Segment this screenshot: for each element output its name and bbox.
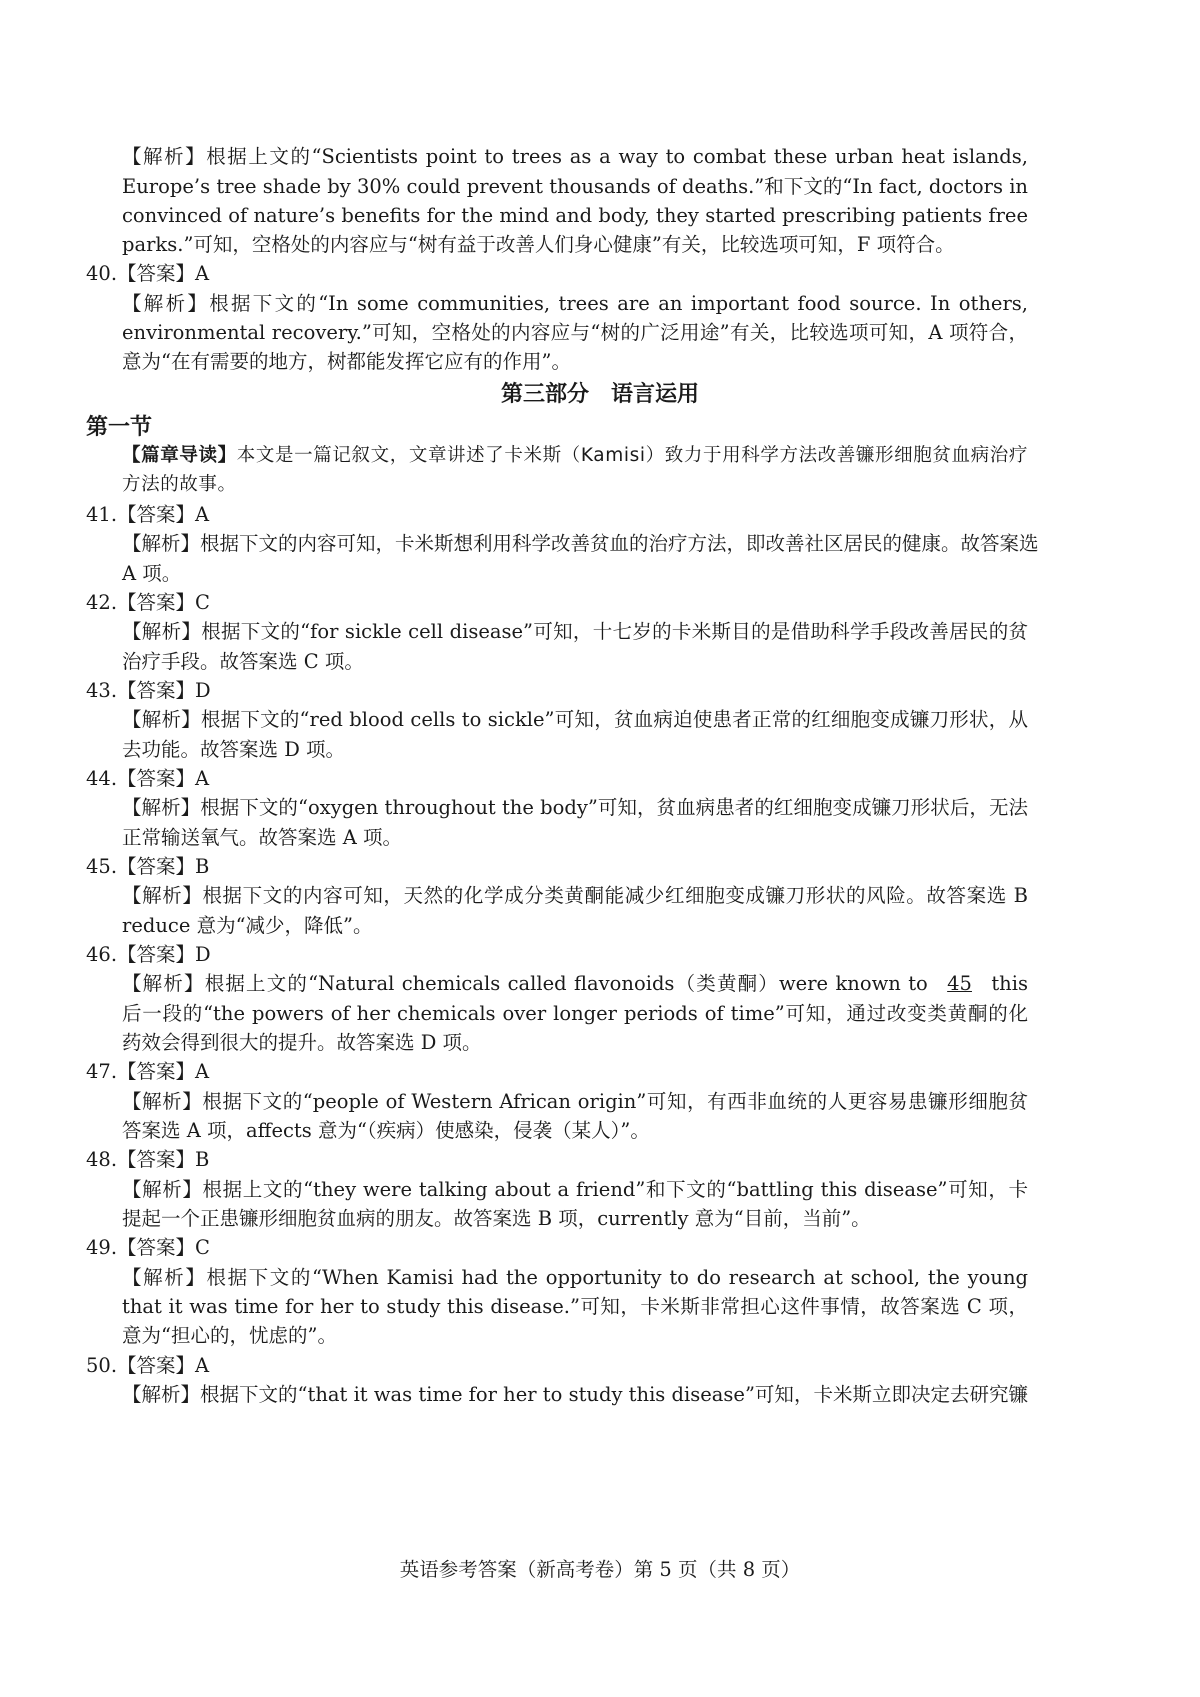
explanation-line: that it was time for her to study this disease.”可知，卡米斯非常担心这件事情，故答案选 C 项， <box>122 1295 1028 1318</box>
explanation-line <box>0 1262 1200 1294</box>
section-title-name: 语言运用 <box>611 382 700 407</box>
explanation-line: 【解析】根据上文的“they were talking about a friend”和下文的“battling this disease”可知，卡 <box>122 1178 1028 1201</box>
answer-47: 47.【答案】A <box>86 1060 210 1083</box>
answer-40: 40.【答案】A <box>86 262 210 285</box>
explanation-line: 药效会得到很大的提升。故答案选 D 项。 <box>122 1031 482 1054</box>
section-title <box>0 378 1200 412</box>
explanation-line <box>0 968 1200 1000</box>
guide-label: 【篇章导读】 <box>122 445 237 466</box>
explanation-line: parks.”可知，空格处的内容应与“树有益于改善人们身心健康”有关，比较选项可知，F 项符合。 <box>122 233 955 256</box>
explanation-line: 【解析】根据下文的内容可知，卡米斯想利用科学改善贫血的治疗方法，即改善社区居民的健康。故答案选 <box>122 532 1039 555</box>
explanation-line: 意为“担心的，忧虑的”。 <box>122 1324 337 1347</box>
explanation-text: 【解析】根据上文的“Natural chemicals called flavonoids（类黄酮）were known to <box>122 972 928 995</box>
explanation-line: 意为“在有需要的地方，树都能发挥它应有的作用”。 <box>122 350 571 373</box>
answer-49: 49.【答案】C <box>86 1236 210 1259</box>
answer-43: 43.【答案】D <box>86 679 211 702</box>
explanation-line: 去功能。故答案选 D 项。 <box>122 738 346 761</box>
guide-text: 本文是一篇记叙文，文章讲述了卡米斯（Kamisi）致力于用科学方法改善镰形细胞贫血病治疗 <box>236 445 1028 466</box>
explanation-line: 【解析】根据上文的“Scientists point to trees as a way to combat these urban heat islands, <box>122 145 1028 168</box>
explanation-line: 答案选 A 项，affects 意为“（疾病）使感染，侵袭（某人）”。 <box>122 1119 650 1142</box>
explanation-line: 提起一个正患镰形细胞贫血病的朋友。故答案选 B 项，currently 意为“目前，当前”。 <box>122 1207 871 1230</box>
passage-guide-line: 方法的故事。 <box>122 474 237 495</box>
blank-45: 45 <box>947 972 972 995</box>
explanation-line: 正常输送氧气。故答案选 A 项。 <box>122 826 402 849</box>
explanation-line: 【解析】根据下文的内容可知，天然的化学成分类黄酮能减少红细胞变成镰刀形状的风险。故答案选 B <box>122 884 1028 907</box>
explanation-line: 【解析】根据下文的“that it was time for her to study this disease”可知，卡米斯立即决定去研究镰 <box>122 1383 1028 1406</box>
answer-46: 46.【答案】D <box>86 943 211 966</box>
answer-42: 42.【答案】C <box>86 591 210 614</box>
explanation-line: reduce 意为“减少，降低”。 <box>122 914 373 937</box>
explanation-line: 【解析】根据下文的“people of Western African origin”可知，有西非血统的人更容易患镰形细胞贫 <box>122 1090 1028 1113</box>
page-footer: 英语参考答案（新高考卷）第 5 页（共 8 页） <box>399 1558 801 1581</box>
answer-45: 45.【答案】B <box>86 855 210 878</box>
answer-44: 44.【答案】A <box>86 767 210 790</box>
explanation-line: A 项。 <box>122 562 182 585</box>
explanation-text: this <box>991 972 1028 995</box>
explanation-line: 治疗手段。故答案选 C 项。 <box>122 650 364 673</box>
explanation-line: 【解析】根据下文的“for sickle cell disease”可知，十七岁的卡米斯目的是借助科学手段改善居民的贫 <box>122 620 1028 643</box>
answer-50: 50.【答案】A <box>86 1354 210 1377</box>
explanation-line: 【解析】根据下文的“red blood cells to sickle”可知，贫血病迫使患者正常的红细胞变成镰刀形状，从 <box>122 708 1028 731</box>
explanation-line: Europe’s tree shade by 30% could prevent thousands of deaths.”和下文的“In fact, doctors in <box>122 175 1028 198</box>
explanation-line: convinced of nature’s benefits for the mind and body, they started prescribing patients free <box>122 204 1028 227</box>
explanation-line: environmental recovery.”可知，空格处的内容应与“树的广泛用途”有关，比较选项可知，A 项符合， <box>122 321 1028 344</box>
explanation-line: 后一段的“the powers of her chemicals over longer periods of time”可知，通过改变类黄酮的化 <box>122 1002 1028 1025</box>
answer-48: 48.【答案】B <box>86 1148 210 1171</box>
answer-41: 41.【答案】A <box>86 503 210 526</box>
explanation-line: 【解析】根据下文的“oxygen throughout the body”可知，贫血病患者的红细胞变成镰刀形状后，无法 <box>122 796 1028 819</box>
passage-guide <box>0 440 1200 472</box>
section-title-part: 第三部分 <box>500 382 589 407</box>
explanation-line: 【解析】根据下文的“In some communities, trees are an important food source. In others, <box>122 292 1028 315</box>
explanation-text: 【解析】根据下文的“When Kamisi had the opportunity to do research at school, the young <box>122 1266 1028 1289</box>
subsection-title: 第一节 <box>86 415 153 440</box>
